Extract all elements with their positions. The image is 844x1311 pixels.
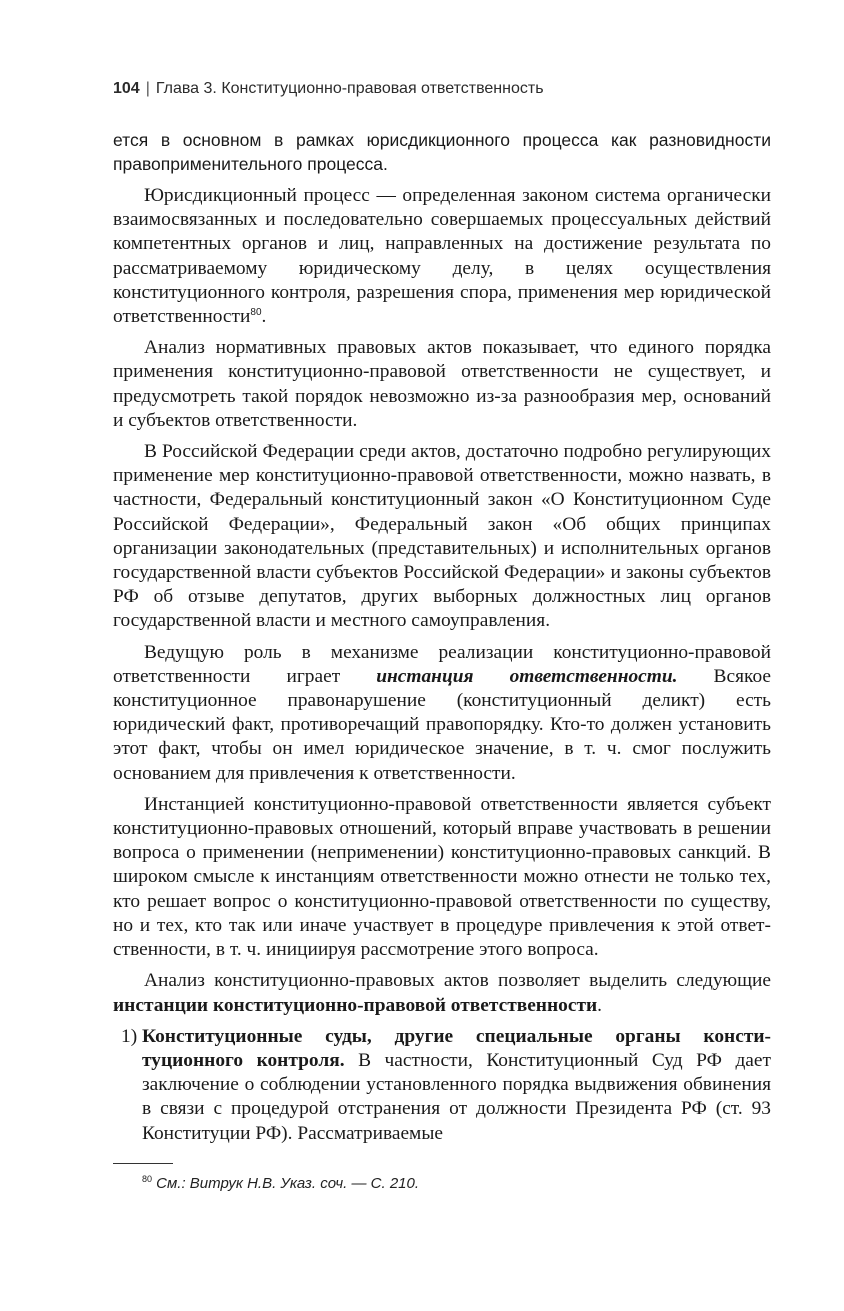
list-marker: 1) (121, 1025, 138, 1047)
footnote-ref: 80 (250, 307, 262, 319)
footnote (142, 1175, 419, 1192)
paragraph-instances-list-intro: Анализ конституционно-правовых актов позволяет выделить следующие инстанции конституционно-правовой ответственности. (113, 970, 771, 1016)
paragraph-instance-definition: Инстанцией конституционно-правовой ответственности является субъект конституционно-правовых отношений, который вправе участвовать в решении вопроса о применении (неприменении) конституционно-правовых санкций. В широком смысле к инстанциям ответственности можно отнести не только тех, кто решает вопрос о конституционно-правовой ответственности по существу, но и тех, кто так или иначе участвует в процедуре привлечения к этой ответственности, в т. ч. инициируя рассмотрение этого вопроса. (113, 793, 771, 961)
paragraph-analysis: Анализ нормативных правовых актов показывает, что единого порядка применения конституционно-правовой ответственности не существует, и предусмотреть такой порядок невозможно из-за разнообразия мер, оснований и субъектов ответственности. (113, 337, 771, 431)
footnote-number: 80 (142, 1174, 153, 1184)
list-item-heading: Конституционные суды, другие специальные органы конституционного контроля. (142, 1025, 771, 1071)
emphasis-term: инстанция ответственности. (376, 665, 678, 687)
body-text (113, 184, 771, 1146)
continued-text: ется в основном в рамках юрисдикционного процесса как разновидности правоприменительного процесса. (113, 130, 771, 174)
list-item: 1) Конституционные суды, другие специальные органы конституционного контроля. В частности, Конституционный Суд РФ дает заключение о соблюдении установленного порядка выдвижения обвинения в связи с процедурой отстранения от должности Президента РФ (ст. 93 Конституции РФ). Рассматриваемые (121, 1025, 771, 1144)
header-separator: | (145, 80, 150, 97)
footnote-divider (113, 1163, 173, 1164)
paragraph-russian-acts: В Российской Федерации среди актов, достаточно подробно регулирующих применение мер конституционно-правовой ответственности, можно назвать, в частности, Федеральный конституционный закон «О Конституционном Суде Российской Федерации», Федеральный закон «Об общих принципах организации законодательных (представительных) и исполнительных органов государственной власти субъектов Российской Федерации» и законы субъектов РФ об отзыве депутатов, других выборных должностных лиц органов государственной власти и местного самоуправления. (113, 441, 771, 632)
paragraph-instance: Ведущую роль в механизме реализации конституционно-правовой ответственности играет инстанция ответственности. Всякое конституционное правонарушение (конституционный деликт) есть юридический факт, противоречащий правопорядку. Кто-то должен установить этот факт, чтобы он имел юридическое значение, в т. ч. смог послужить основанием для привлечения к ответственности. (113, 641, 771, 784)
bold-term: инстанции конституционно-правовой ответственности (113, 994, 598, 1016)
footnote-text: См.: Витрук Н.В. Указ. соч. — С. 210. (152, 1175, 420, 1192)
paragraph-jurisdictional-process: Юрисдикционный процесс — определенная законом система органически взаимосвязанных и последовательно совершаемых процессуальных действий компетентных органов и лиц, направленных на достижение результата по рассматриваемому юридическому делу, в целях осуществления конституционного контроля, разрешения спора, применения мер юридической ответственности$^{80}$. (113, 185, 771, 328)
chapter-title: Глава 3. Конституционно-правовая ответственность (155, 80, 544, 97)
page-number: 104 (113, 80, 140, 97)
running-header (113, 80, 544, 98)
